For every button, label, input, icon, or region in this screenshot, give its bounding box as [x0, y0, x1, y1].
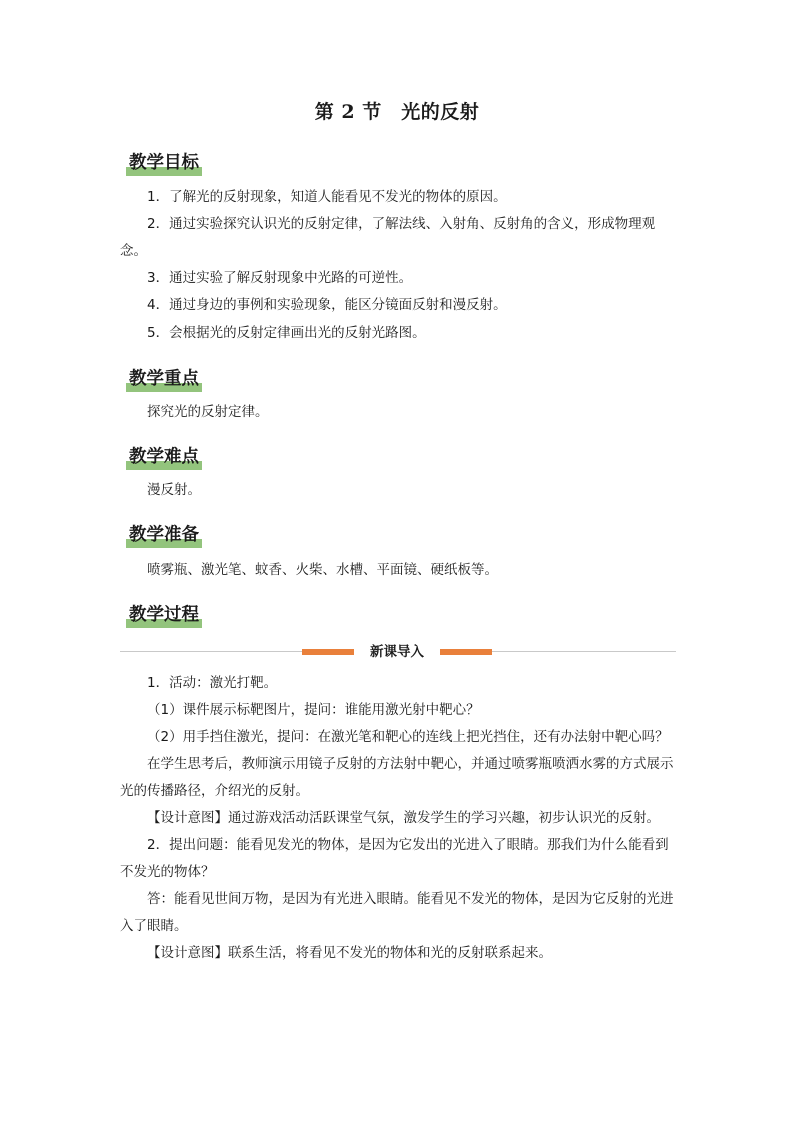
- preparation-text: 喷雾瓶、激光笔、蚊香、火柴、水槽、平面镜、硬纸板等。: [147, 562, 498, 578]
- divider-accent-left: [302, 649, 356, 655]
- page-title: 第 2 节 光的反射: [314, 101, 480, 123]
- heading-preparation-label: 教学准备: [129, 525, 199, 545]
- process-paragraph-4: 在学生思考后，教师演示用镜子反射的方法射中靶心，并通过喷雾瓶喷洒水雾的方式展示光的传播路径，介绍光的反射。: [120, 756, 674, 799]
- heading-process: [126, 602, 202, 628]
- heading-preparation: [126, 522, 202, 548]
- heading-process-label: 教学过程: [129, 605, 199, 625]
- process-paragraph-2: （1）课件展示标靶图片，提问：谁能用激光射中靶心？: [147, 702, 480, 718]
- process-paragraph-3: （2）用手挡住激光，提问：在激光笔和靶心的连线上把光挡住，还有办法射中靶心吗？: [147, 729, 669, 745]
- key-points-text: 探究光的反射定律。: [147, 404, 269, 420]
- divider-accent-right: [438, 649, 492, 655]
- process-paragraph-1: 1．活动：激光打靶。: [147, 675, 278, 691]
- heading-key-points: [126, 366, 202, 392]
- heading-difficulties: [126, 444, 202, 470]
- objective-1: 1．了解光的反射现象，知道人能看见不发光的物体的原因。: [147, 189, 507, 205]
- objective-4: 4．通过身边的事例和实验现象，能区分镜面反射和漫反射。: [147, 297, 507, 313]
- objective-3: 3．通过实验了解反射现象中光路的可逆性。: [147, 270, 413, 286]
- process-paragraph-5: 【设计意图】通过游戏活动活跃课堂气氛，激发学生的学习兴趣，初步认识光的反射。: [147, 810, 660, 826]
- objective-5: 5．会根据光的反射定律画出光的反射光路图。: [147, 325, 426, 341]
- heading-key-points-label: 教学重点: [129, 369, 199, 389]
- process-paragraph-6: 2．提出问题：能看见发光的物体，是因为它发出的光进入了眼睛。那我们为什么能看到不发光的物体？: [120, 837, 669, 880]
- objective-2: 2．通过实验探究认识光的反射定律，了解法线、入射角、反射角的含义，形成物理观念。: [120, 216, 656, 259]
- process-paragraph-8: 【设计意图】联系生活，将看见不发光的物体和光的反射联系起来。: [147, 945, 552, 961]
- divider-label: 新课导入: [354, 642, 440, 662]
- heading-objectives-label: 教学目标: [129, 153, 199, 173]
- heading-difficulties-label: 教学难点: [129, 447, 199, 467]
- heading-objectives: [126, 150, 202, 176]
- difficulties-text: 漫反射。: [147, 482, 201, 498]
- process-paragraph-7: 答：能看见世间万物，是因为有光进入眼睛。能看见不发光的物体，是因为它反射的光进入了眼睛。: [120, 891, 674, 934]
